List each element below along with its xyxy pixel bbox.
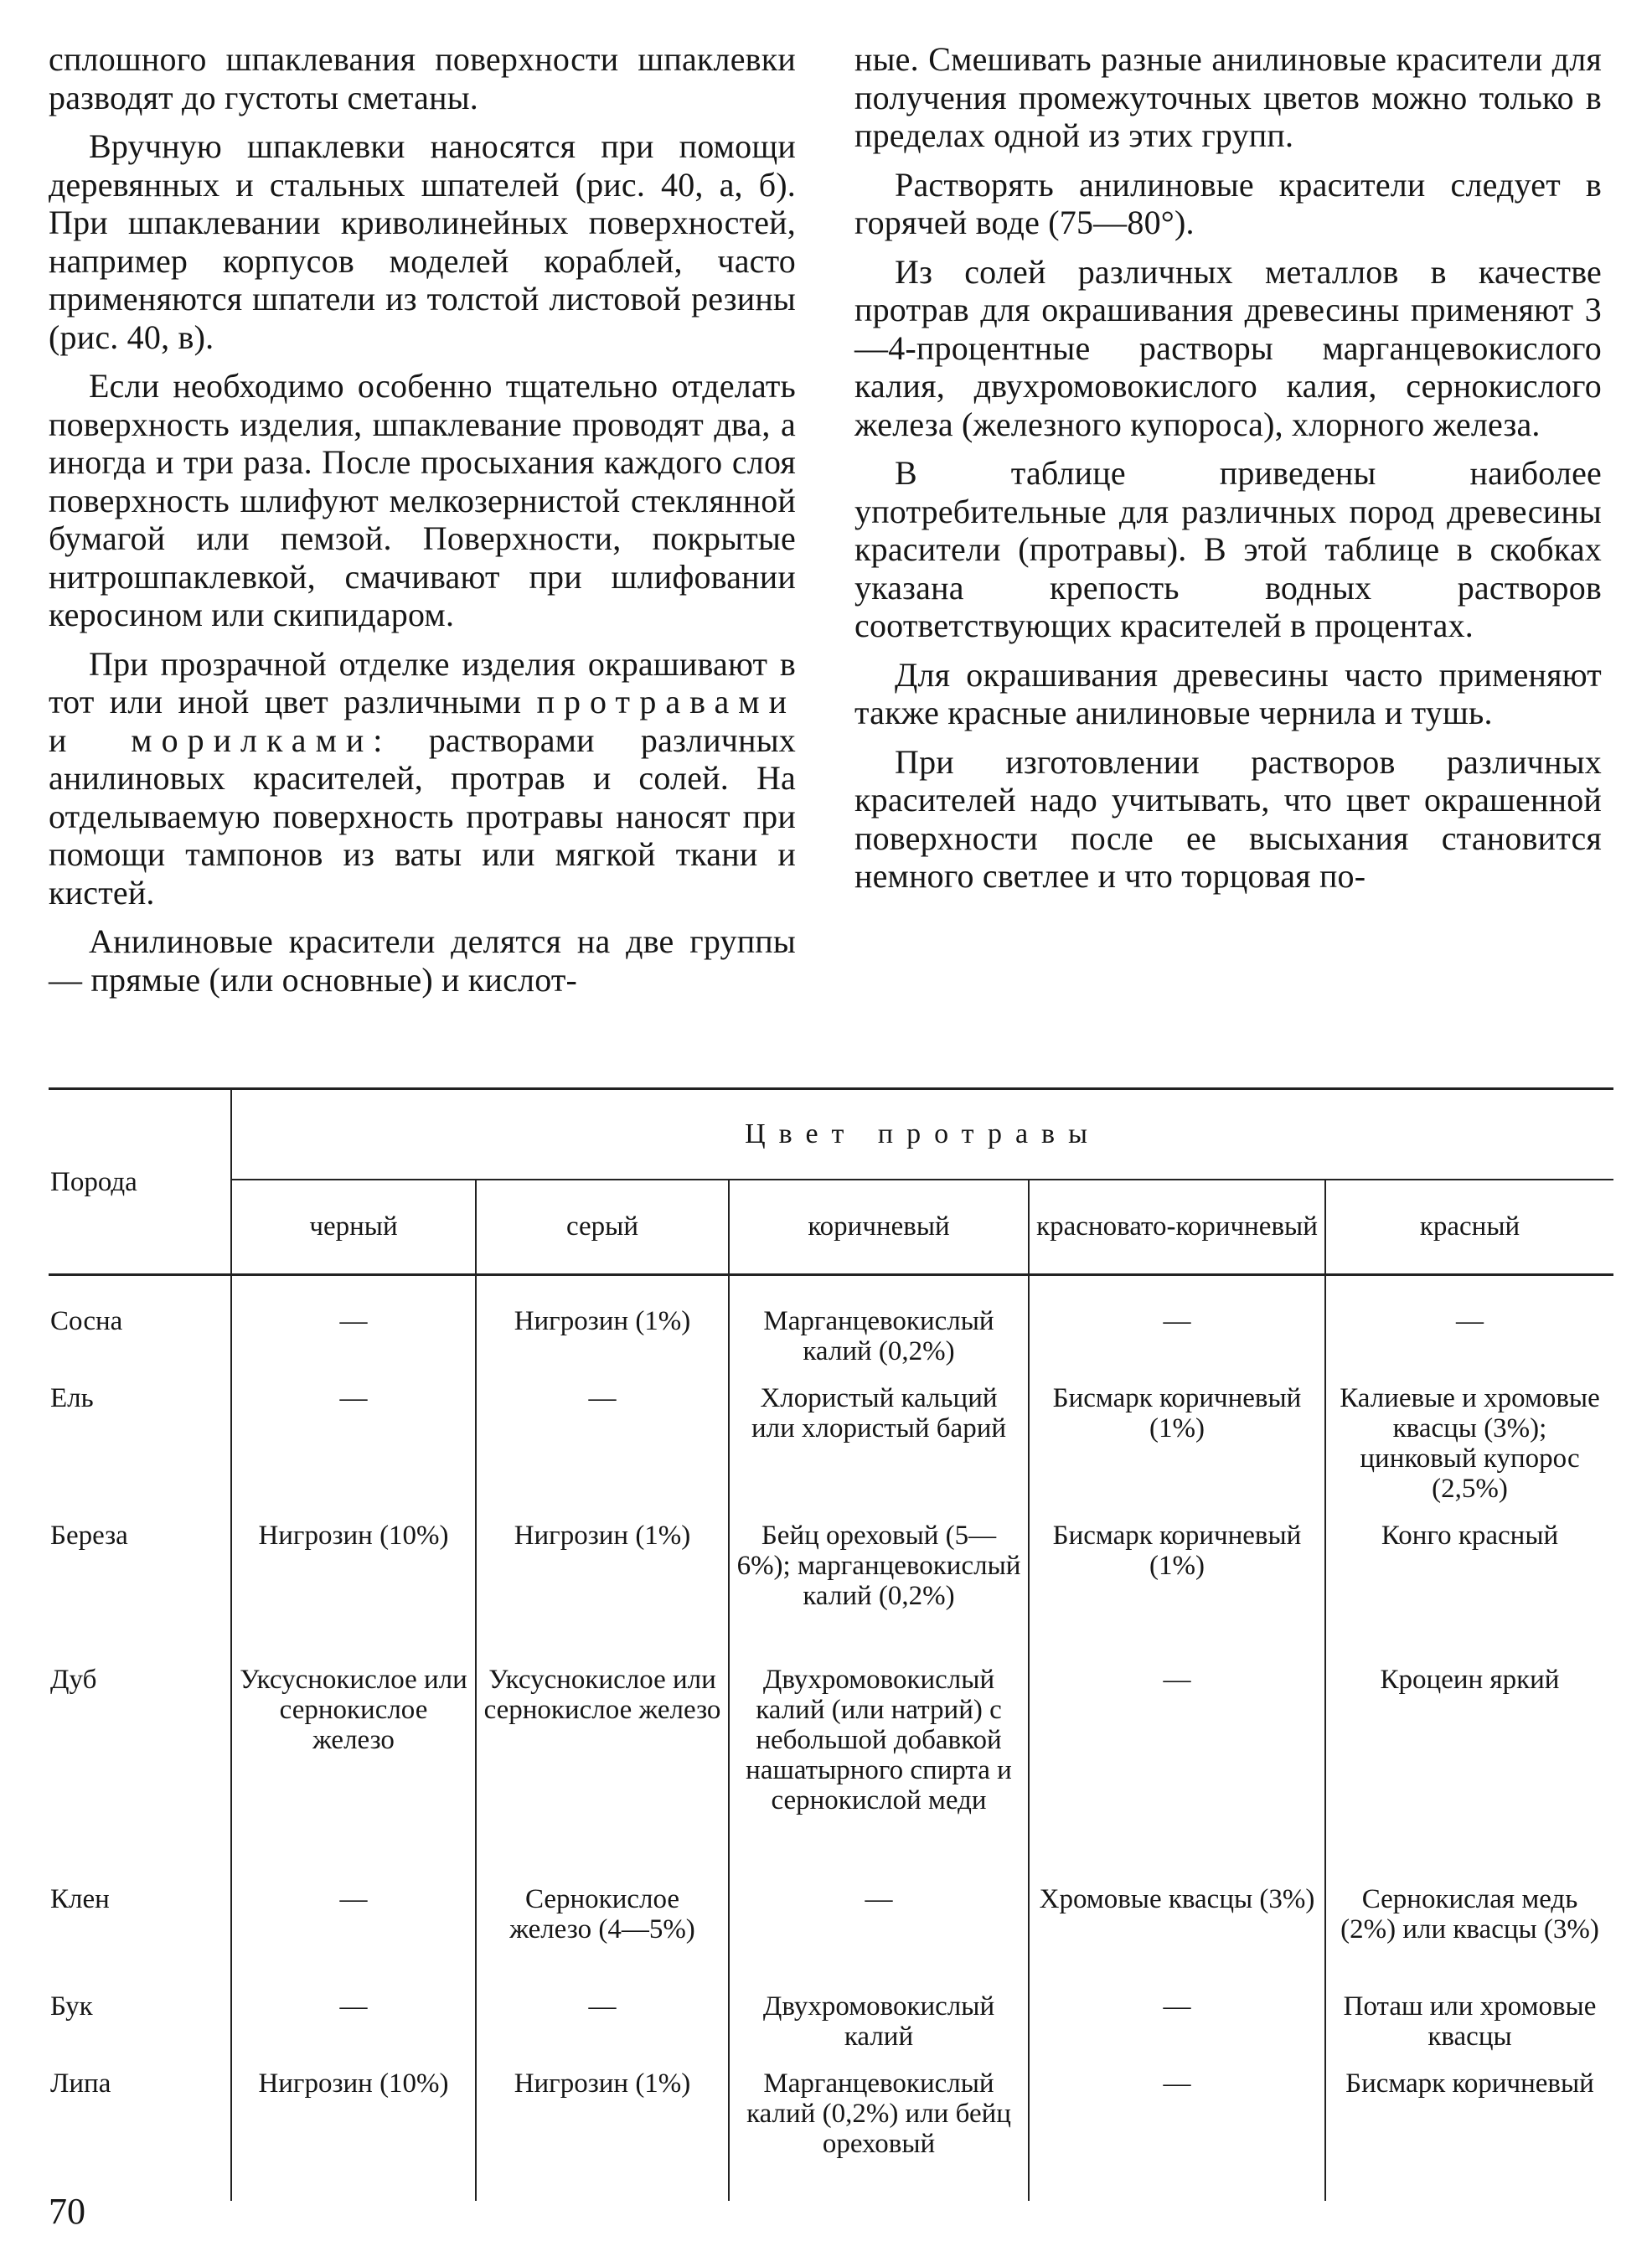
page-number: 70 [49, 2191, 85, 2232]
paragraph: Из солей различных металлов в качестве протрав для окрашивания древесины применяют 3—4-процентные растворы марганцевокислого калия, двухромовокислого калия, сернокислого железа (железного купороса), хлорного железа. [854, 252, 1602, 443]
table-cell: Калиевые и хромовые квасцы (3%); цинковый купорос (2,5%) [1340, 1383, 1600, 1504]
paragraph: Для окрашивания древесины часто применяют также красные анилиновые чернила и тушь. [854, 655, 1602, 731]
color-group-header: Цвет протравы [745, 1118, 1101, 1149]
table-row [49, 1872, 1613, 1980]
dye-table [49, 1087, 1613, 2201]
table-cell: — [231, 1980, 476, 2057]
paragraph: При изготовлении растворов различных красителей надо учитывать, что цвет окрашенной поверхности после ее высыхания становится немного светлее и что торцовая по- [854, 742, 1602, 895]
column-header-reddish-brown: красновато-коричневый [1029, 1180, 1325, 1275]
table-cell: — [1029, 1653, 1325, 1872]
table-cell: Хромовые квасцы (3%) [1029, 1872, 1325, 1980]
breed-cell: Липа [49, 2057, 231, 2201]
paragraph: Вручную шпаклевки наносятся при помощи деревянных и стальных шпателей (рис. 40, а, б). При шпаклевании криволинейных поверхностей, например корпусов моделей кораблей, часто применяются шпатели из толстой листовой резины (рис. 40, в). [49, 127, 796, 356]
table-cell: — [476, 1980, 729, 2057]
breed-cell: Клен [49, 1872, 231, 1980]
table-cell: Уксуснокислое или сернокислое железо [231, 1653, 476, 1872]
table-cell: Уксуснокислое или сернокислое железо [476, 1653, 729, 1872]
table-cell: — [231, 1275, 476, 1372]
table-cell: — [476, 1371, 729, 1509]
table-cell: — [1456, 1306, 1484, 1336]
table-cell: Нигрозин (10%) [231, 1509, 476, 1653]
table-cell: Бисмарк коричневый (1%) [1029, 1509, 1325, 1653]
paragraph: сплошного шпаклевания поверхности шпаклевки разводят до густоты сметаны. [49, 40, 796, 116]
column-header-gray: серый [476, 1180, 729, 1275]
table-cell: Кроцеин яркий [1380, 1665, 1560, 1695]
table-cell: Двухромовокислый калий (или натрий) с небольшой добавкой нашатырного спирта и сернокислой меди [729, 1653, 1029, 1872]
table-cell: — [231, 1371, 476, 1509]
paragraph: Растворять анилиновые красители следует в горячей воде (75—80°). [854, 165, 1602, 241]
table-cell: Хлористый кальций или хлористый барий [729, 1371, 1029, 1509]
breed-cell: Бук [49, 1980, 231, 2057]
table-row [49, 1980, 1613, 2057]
column-header-brown: коричневый [729, 1180, 1029, 1275]
table-cell: Бисмарк коричневый [1345, 2068, 1594, 2099]
table-cell: Нигрозин (10%) [231, 2057, 476, 2201]
table-cell: — [1029, 2057, 1325, 2201]
paragraph: ные. Смешивать разные анилиновые красители для получения промежуточных цветов можно только в пределах одной из этих групп. [854, 40, 1602, 154]
dye-table-container [49, 1087, 1613, 2201]
text-fragment: При прозрачной отделке изделия окрашивают в тот или иной цвет различными [49, 644, 796, 720]
breed-cell: Сосна [49, 1275, 231, 1372]
table-cell: Нигрозин (1%) [476, 1275, 729, 1372]
table-row [49, 1371, 1613, 1509]
table-cell: Марганцевокислый калий (0,2%) или бейц ореховый [729, 2057, 1029, 2201]
table-row [49, 1653, 1613, 1872]
table-cell: — [729, 1872, 1029, 1980]
table-cell: Нигрозин (1%) [476, 1509, 729, 1653]
breed-cell: Береза [49, 1509, 231, 1653]
table-row [49, 1509, 1613, 1653]
column-header-red: красный [1419, 1211, 1520, 1242]
breed-cell: Дуб [49, 1653, 231, 1872]
table-cell: — [1029, 1980, 1325, 2057]
table-row [49, 2057, 1613, 2201]
paragraph-with-emphasis [49, 645, 796, 912]
table-cell: Сернокислая медь (2%) или квасцы (3%) [1340, 1884, 1599, 1944]
emphasized-term: протравами и морилками [49, 683, 796, 759]
breed-column-header: Порода [49, 1089, 231, 1275]
breed-cell: Ель [49, 1371, 231, 1509]
table-cell: Нигрозин (1%) [476, 2057, 729, 2201]
table-cell: — [231, 1872, 476, 1980]
table-cell: Сернокислое железо (4—5%) [476, 1872, 729, 1980]
table-cell: Конго красный [1381, 1521, 1559, 1551]
table-row [49, 1275, 1613, 1372]
table-cell: Поташ или хромовые квасцы [1343, 1991, 1597, 2052]
paragraph: В таблице приведены наиболее употребительные для различных пород древесины красители (протравы). В этой таблице в скобках указана крепость водных растворов соответствующих красителей в процентах. [854, 454, 1602, 644]
table-cell: Двухромовокислый калий [729, 1980, 1029, 2057]
column-header-black: черный [231, 1180, 476, 1275]
table-cell: — [1029, 1275, 1325, 1372]
text-columns [49, 40, 1613, 1046]
table-cell: Бисмарк коричневый (1%) [1029, 1371, 1325, 1509]
paragraph: Если необходимо особенно тщательно отделать поверхность изделия, шпаклевание проводят два, а иногда и три раза. После просыхания каждого слоя поверхность шлифуют мелкозернистой стеклянной бумагой или пемзой. Поверхности, покрытые нитрошпаклевкой, смачивают при шлифовании керосином или скипидаром. [49, 367, 796, 633]
right-column [854, 40, 1602, 906]
table-cell: Марганцевокислый калий (0,2%) [729, 1275, 1029, 1372]
left-column [49, 40, 796, 1010]
table-cell: Бейц ореховый (5—6%); марганцевокислый калий (0,2%) [729, 1509, 1029, 1653]
text-fragment: : растворами различных анилиновых красителей, протрав и солей. На отделываемую поверхность протравы наносят при помощи тампонов из ваты или мягкой ткани и кистей. [49, 720, 796, 912]
paragraph: Анилиновые красители делятся на две группы — прямые (или основные) и кислот- [49, 922, 796, 999]
